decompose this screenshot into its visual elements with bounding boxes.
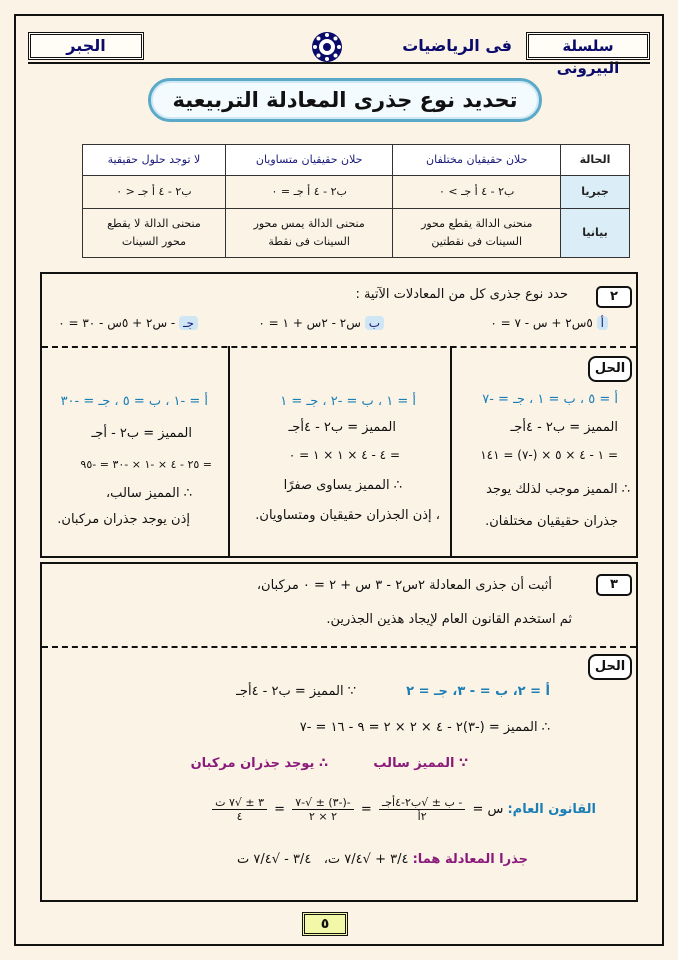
- general-law: [209, 796, 596, 823]
- denominator: ٤: [236, 810, 243, 823]
- equation-text: - س٢ + ٥س - ٣٠ = ٠: [58, 316, 176, 330]
- table-header-row: [83, 145, 630, 176]
- question-prompt-line: أثبت أن جذرى المعادلة ٢س٢ - ٣ س + ٢ = ٠ مركبان،: [256, 578, 552, 593]
- solution-label: الحل: [588, 356, 632, 382]
- cell-line: منحنى الدالة لا يقطع: [107, 217, 201, 230]
- solution-a-line: المميز = ب٢ - ٤أجـ: [510, 420, 618, 435]
- cell-line: منحنى الدالة يمس محور: [253, 217, 365, 230]
- solution-b-coeffs: أ = ١ ، ب = -٢ ، جـ = ١: [280, 394, 416, 409]
- root-2: ٣/٤ - √٧/٤ ت: [236, 852, 312, 867]
- roots-line: [237, 852, 528, 867]
- equals-sign: =: [360, 802, 372, 817]
- q3-neg-a: ∵ المميز سالب: [373, 756, 468, 771]
- series-badge: سلسلة البيرونى: [526, 32, 650, 60]
- header-divider: [28, 62, 650, 64]
- solution-a-line: ∴ المميز موجب لذلك يوجد: [486, 482, 630, 497]
- question-number: ٢: [596, 286, 632, 308]
- q3-neg-b: ∴ يوجد جذران مركبان: [190, 756, 328, 771]
- column-divider: [228, 346, 230, 556]
- question-number: ٣: [596, 574, 632, 596]
- numerator: -(-٣) ± √-٧: [292, 796, 354, 810]
- table-header-cell: حلان حقيقيان متساويان: [225, 145, 393, 176]
- cases-table: [82, 144, 630, 258]
- table-cell: [225, 209, 393, 258]
- part-tag: جـ: [179, 316, 198, 330]
- law-s: س =: [472, 802, 504, 817]
- equation-text: س٢ - ٢س + ١ = ٠: [258, 316, 361, 330]
- column-divider: [450, 346, 452, 556]
- table-cell: ب٢ - ٤ أ جـ < ٠: [83, 176, 226, 209]
- cell-line: منحنى الدالة يقطع محور: [421, 217, 533, 230]
- part-tag: أ: [597, 316, 608, 330]
- branch-badge: الجبر: [28, 32, 144, 60]
- law-fraction: [379, 796, 465, 823]
- solution-c-line: ∴ المميز سالب،: [105, 486, 192, 501]
- question-prompt-line: ثم استخدم القانون العام لإيجاد هذين الجذرين.: [326, 612, 572, 627]
- solution-label: الحل: [588, 654, 632, 680]
- solution-b-line: المميز = ب٢ - ٤أجـ: [288, 420, 396, 435]
- solution-a-line: جذران حقيقيان مختلفان.: [485, 514, 618, 529]
- denominator: ٢ × ٢: [308, 810, 338, 823]
- table-cell: ب٢ - ٤ أ جـ > ٠: [393, 176, 561, 209]
- solution-a-line: = ١ - ٤ × ٥ × (-٧) = ١٤١: [480, 448, 618, 462]
- table-header-cell: الحالة: [561, 145, 630, 176]
- solution-c-line: المميز = ب٢ - أجـ: [91, 426, 192, 441]
- solution-c-line: إذن يوجد جذران مركبان.: [57, 512, 190, 527]
- solution-c-coeffs: أ = -١ ، ب = ٥ ، جـ = -٣٠: [60, 394, 208, 409]
- table-header-cell: حلان حقيقيان مختلفان: [393, 145, 561, 176]
- denominator: ٢أ: [417, 810, 427, 823]
- cell-line: محور السينات: [121, 235, 186, 248]
- table-cell: [393, 209, 561, 258]
- table-row: [83, 209, 630, 258]
- numerator: ٣ ± √٧ ت: [212, 796, 267, 810]
- roots-label: جذرا المعادلة هما:: [412, 852, 528, 867]
- solution-b-line: ∴ المميز يساوى صفرًا: [283, 478, 402, 493]
- q3-disc-def: ∵ المميز = ب٢ - ٤أجـ: [236, 684, 356, 699]
- law-label: القانون العام:: [507, 802, 596, 817]
- equals-sign: =: [274, 802, 286, 817]
- law-fraction: [292, 796, 354, 823]
- cell-line: السينات فى نقطتين: [431, 235, 523, 248]
- equation-text: ٥س٢ + س - ٧ = ٠: [490, 316, 593, 330]
- q3-coeffs: أ = ٢، ب = - ٣، جـ = ٢: [406, 684, 550, 699]
- table-cell: ب٢ - ٤ أ جـ = ٠: [225, 176, 393, 209]
- subject-label: فى الرياضيات: [402, 36, 512, 55]
- root-1: ٣/٤ + √٧/٤ ت،: [323, 852, 409, 867]
- part-tag: ب: [365, 316, 384, 330]
- table-cell: [83, 209, 226, 258]
- table-header-cell: لا توجد حلول حقيقية: [83, 145, 226, 176]
- solution-c-line: = ٢٥ - ٤ × -١ × -٣٠ = -٩٥: [80, 458, 212, 471]
- star-emblem-icon: [310, 30, 344, 64]
- row-label: جبريا: [561, 176, 630, 209]
- row-label: بيانيا: [561, 209, 630, 258]
- q3-disc-calc: ∴ المميز = (-٣)٢ - ٤ × ٢ × ٢ = ٩ - ١٦ = -٧: [299, 720, 550, 735]
- question-prompt: حدد نوع جذرى كل من المعادلات الآتية :: [355, 287, 568, 302]
- solution-b-line: = ٤ - ٤ × ١ × ١ = ٠: [288, 448, 400, 462]
- dashed-divider: [42, 646, 636, 648]
- cell-line: السينات فى نقطة: [268, 235, 350, 248]
- law-fraction: [212, 796, 267, 823]
- equation-b: [258, 316, 384, 330]
- equation-a: [490, 316, 608, 330]
- page-number: ٥: [302, 912, 348, 936]
- numerator: - ب ± √ب٢-٤أجـ: [379, 796, 465, 810]
- solution-a-coeffs: أ = ٥ ، ب = ١ ، جـ = -٧: [482, 392, 618, 407]
- page-title: تحديد نوع جذرى المعادلة التربيعية: [148, 78, 542, 122]
- dashed-divider: [42, 346, 636, 348]
- equation-c: [58, 316, 198, 330]
- table-row: [83, 176, 630, 209]
- solution-b-line: ، إذن الجذران حقيقيان ومتساويان.: [255, 508, 440, 523]
